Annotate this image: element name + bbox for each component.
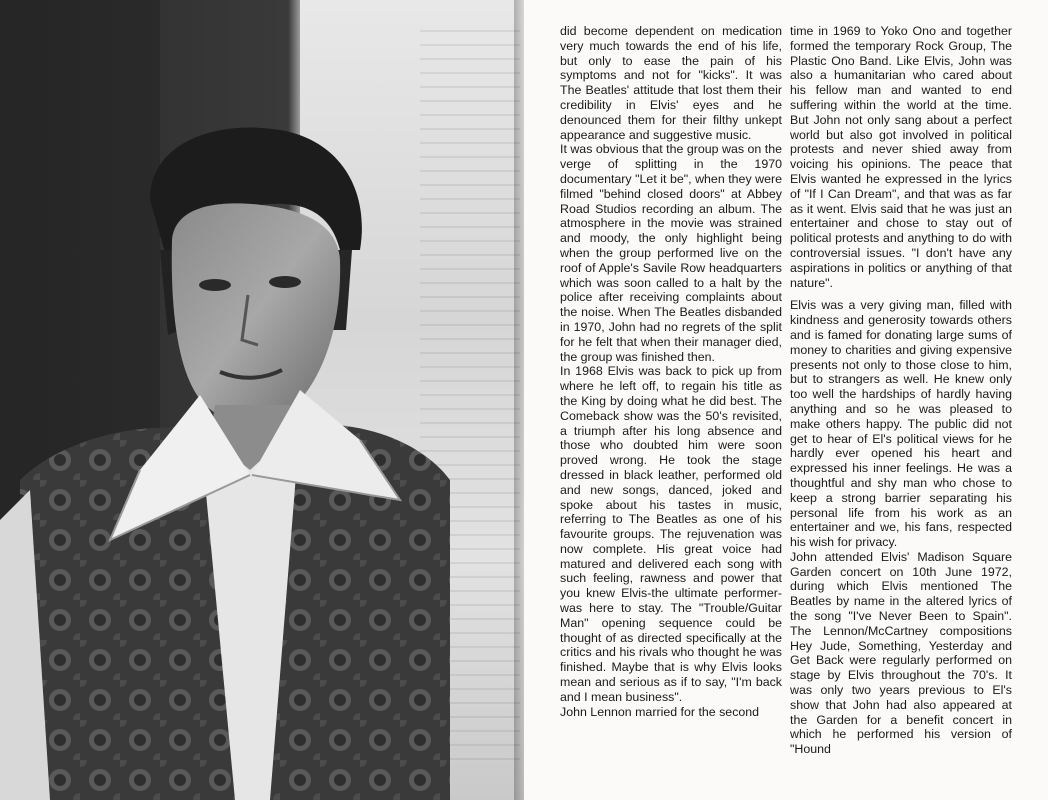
- text-column-2: [790, 24, 1012, 757]
- paragraph: John attended Elvis' Madison Square Garden concert on 10th June 1972, during which Elvis mentioned The Beatles by name in the altered lyrics of the song "I've Never Been to Spain". The Lennon/McCartney compositions Hey Jude, Something, Yesterday and Get Back were regularly performed on stage by Elvis throughout the 70's. It was only two years previous to El's show that John had also appeared at the Garden for a benefit concert in which he performed his version of "Hound: [790, 549, 1012, 757]
- paragraph: John Lennon married for the second: [560, 704, 760, 719]
- paragraph: Elvis was a very giving man, filled with kindness and generosity towards others and is famed for donating large sums of money to charities and giving expensive presents not only to those close to him, but to strangers as well. He knew only too well the hardships of hardly having anything and so he was pleased to make others happy. The public did not get to hear of El's political views for he hardly ever opened his heart and expressed his inner feelings. He was a thoughtful and shy man who chose to keep a strong barrier separating his personal life from his work as an entertainer and we, his fans, respected his wish for privacy.: [790, 298, 1012, 550]
- paragraph: time in 1969 to Yoko Ono and together formed the temporary Rock Group, The Plastic Ono Band. Like Elvis, John was also a humanitarian who cared about his fellow man and wanted to end suffering within the world at the time. But John not only sang about a perfect world but also got involved in political protests and never shied away from voicing his opinions. The peace that Elvis wanted he expressed in the lyrics of "If I Can Dream", and that was as far as it went. Elvis said that he was just an entertainer and chose to stay out of political protests and anything to do with controversial issues. "I don't have any aspirations in politics or anything of that nature".: [790, 24, 1012, 290]
- face-shape: [172, 203, 340, 423]
- right-page-text: [524, 0, 1048, 800]
- text-column-1: [560, 24, 782, 719]
- paragraph: did become dependent on medication very much towards the end of his life, but only to ease the pain of his symptoms and not for "kicks". It was The Beatles' attitude that lost them their credibility in Elvis' eyes and he denounced them for their filthy unkept appearance and suggestive music.: [560, 24, 782, 142]
- page-gutter-shadow: [514, 0, 524, 800]
- paragraph: In 1968 Elvis was back to pick up from where he left off, to regain his title as the King by doing what he did best. The Comeback show was the 50's revisited, a triumph after his long absence and those who doubted him were soon proved wrong. He took the stage dressed in black leather, performed old and new songs, danced, joked and spoke about his tastes in music, referring to The Beatles as one of his favourite groups. The rejuvenation was now complete. His great voice had matured and delivered each song with such feeling, rawness and power that you knew Elvis-the ultimate performer-was here to stay. The "Trouble/Guitar Man" opening sequence could be thought of as directed specifically at the critics and his rivals who thought he was finished. Maybe that is why Elvis looks mean and serious as if to say, "I'm back and I mean business".: [560, 364, 782, 704]
- paragraph: It was obvious that the group was on the verge of splitting in the 1970 documentary "Let it be", when they were filmed "behind closed doors" at Abbey Road Studios recording an album. The atmosphere in the movie was strained and moody, the only highlight being when the group performed live on the roof of Apple's Savile Row headquarters which was soon called to a halt by the police after receiving complaints about the noise. When The Beatles disbanded in 1970, John had no regrets of the split for he felt that when their manager died, the group was finished then.: [560, 142, 782, 364]
